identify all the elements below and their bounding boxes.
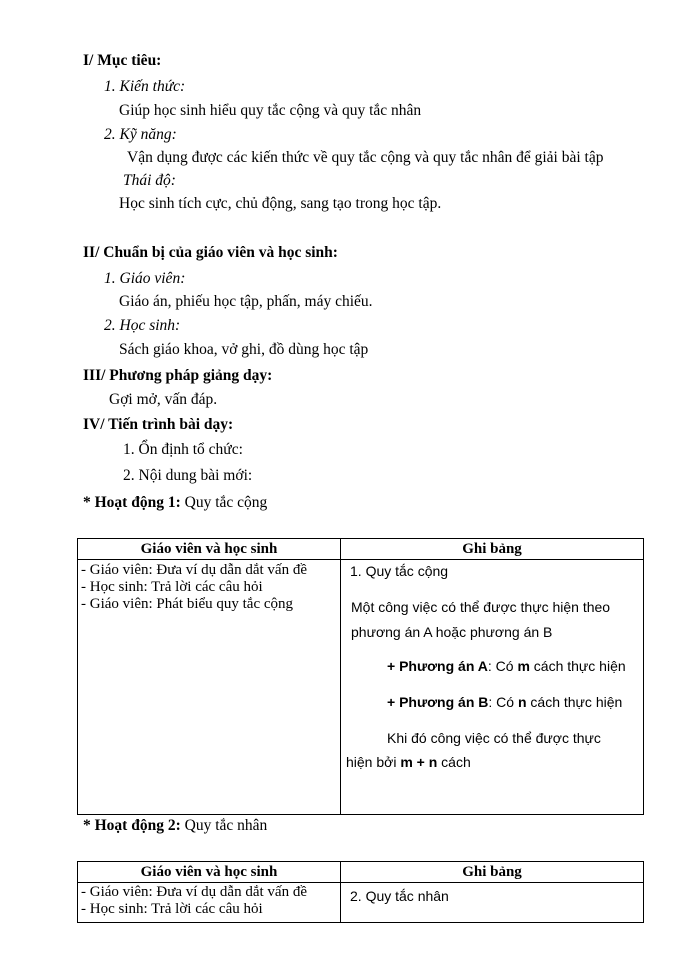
table-header-row <box>78 539 644 560</box>
activity-1-left-line-1: - Giáo viên: Đưa ví dụ dẫn dắt vấn đề <box>81 562 307 578</box>
section-4-item-2: 2. Nội dung bài mới: <box>123 467 253 484</box>
rule-conclusion-line-2 <box>346 754 471 770</box>
activity-2-table <box>77 861 644 923</box>
activity-1-heading <box>83 494 267 512</box>
section-3-content: Gợi mở, vấn đáp. <box>109 391 218 408</box>
section-2-item-1-content: Giáo án, phiếu học tập, phấn, máy chiếu. <box>119 293 373 310</box>
section-1-item-1-content: Giúp học sinh hiểu quy tắc cộng và quy tắc nhân <box>119 102 422 119</box>
activity-1-table <box>77 538 644 815</box>
conclusion-suffix: cách <box>437 754 471 770</box>
section-1-item-1-label: 1. Kiến thức: <box>104 78 186 95</box>
activity-2-prefix: * Hoạt động 2: <box>83 817 181 834</box>
activity-2-left-line-2: - Học sinh: Trả lời các câu hỏi <box>81 901 263 917</box>
rule-conclusion-line-1: Khi đó công việc có thể được thực <box>387 730 601 746</box>
rule-2-heading: 2. Quy tắc nhân <box>350 888 449 904</box>
table-row <box>78 560 644 815</box>
conclusion-prefix: hiện bởi <box>346 754 401 770</box>
activity-1-left-line-2: - Học sinh: Trả lời các câu hỏi <box>81 579 263 595</box>
option-b-end: cách thực hiện <box>526 694 623 710</box>
rule-heading: 1. Quy tắc cộng <box>350 563 449 579</box>
rule-option-b <box>387 694 622 710</box>
section-1-item-3-content: Học sinh tích cực, chủ động, sang tạo trong học tập. <box>119 195 442 212</box>
header-teacher-student: Giáo viên và học sinh <box>78 539 341 560</box>
section-4-item-1: 1. Ổn định tổ chức: <box>123 441 243 458</box>
table-row <box>78 883 644 923</box>
section-2-item-1-label: 1. Giáo viên: <box>104 270 186 287</box>
section-1-item-2-content: Vận dụng được các kiến thức về quy tắc cộng và quy tắc nhân để giải bài tập <box>127 149 604 166</box>
activity-1-prefix: * Hoạt động 1: <box>83 494 181 511</box>
activity-1-left-line-3: - Giáo viên: Phát biểu quy tắc cộng <box>81 596 294 612</box>
header-board-notes: Ghi bảng <box>341 862 644 883</box>
section-1-item-3-label: Thái độ: <box>123 172 176 189</box>
option-b-variable: n <box>517 694 527 710</box>
section-2-title: II/ Chuẩn bị của giáo viên và học sinh: <box>83 244 338 261</box>
section-2-item-2-content: Sách giáo khoa, vở ghi, đồ dùng học tập <box>119 341 369 358</box>
rule-option-a <box>387 658 626 674</box>
section-4-title: IV/ Tiến trình bài dạy: <box>83 416 234 433</box>
option-a-variable: m <box>517 658 530 674</box>
header-teacher-student: Giáo viên và học sinh <box>78 862 341 883</box>
section-2-item-2-label: 2. Học sinh: <box>104 317 181 334</box>
option-a-mid: : Có <box>487 658 518 674</box>
activity-1-title: Quy tắc cộng <box>180 494 268 511</box>
option-b-label: + Phương án B <box>387 694 489 710</box>
table-header-row <box>78 862 644 883</box>
activity-2-heading <box>83 817 267 835</box>
section-3-title: III/ Phương pháp giảng dạy: <box>83 367 273 384</box>
header-board-notes: Ghi bảng <box>341 539 644 560</box>
activity-2-title: Quy tắc nhân <box>180 817 268 834</box>
option-b-mid: : Có <box>488 694 518 710</box>
activity-2-left-cell <box>78 883 341 923</box>
activity-1-left-cell <box>78 560 341 815</box>
rule-intro-line-2: phương án A hoặc phương án B <box>351 624 553 640</box>
activity-2-right-cell <box>341 883 644 923</box>
section-1-item-2-label: 2. Kỹ năng: <box>104 126 177 143</box>
option-a-label: + Phương án A <box>387 658 488 674</box>
section-1-title: I/ Mục tiêu: <box>83 52 162 69</box>
option-a-end: cách thực hiện <box>529 658 626 674</box>
conclusion-formula: m + n <box>400 754 438 770</box>
activity-1-right-cell <box>341 560 644 815</box>
rule-intro-line-1: Một công việc có thể được thực hiện theo <box>351 599 611 615</box>
activity-2-left-line-1: - Giáo viên: Đưa ví dụ dẫn dắt vấn đề <box>81 884 307 900</box>
